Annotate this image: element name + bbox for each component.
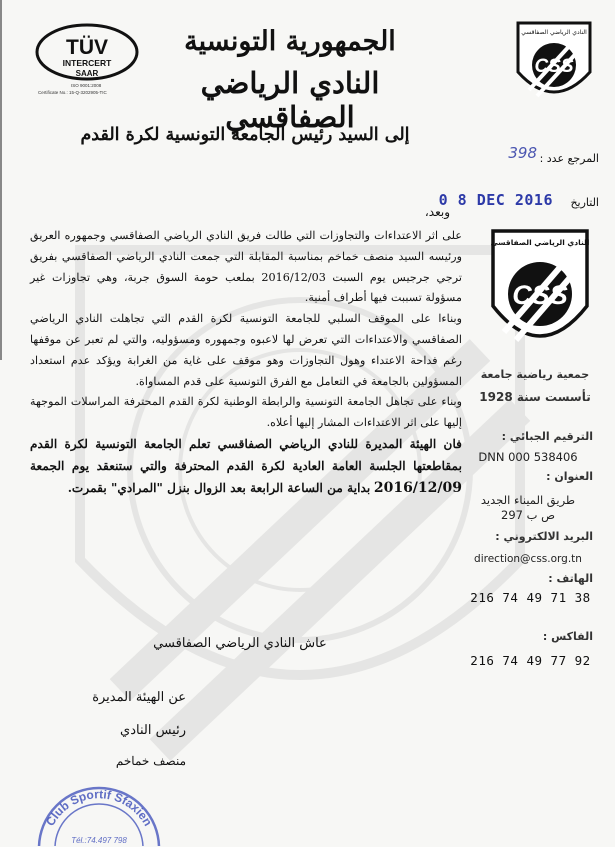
sidebar-crest-arc-text: النادي الرياضي الصفاقسي xyxy=(490,238,590,247)
sidebar-founded-year: تأسست سنة 1928 xyxy=(479,390,591,404)
letter-body xyxy=(30,226,462,499)
sidebar-address-line-2: ص ب 297 xyxy=(501,508,555,522)
svg-text:Club Sportif Sfaxien xyxy=(43,787,155,828)
saar-text: SAAR xyxy=(75,69,99,78)
reference-number: 398 xyxy=(508,144,537,162)
date-stamp: 0 8 DEC 2016 xyxy=(438,191,553,209)
body-paragraph-4-text: فان الهيئة المديرة للنادي الرياضي الصفاقسي تعلم الجامعة التونسية لكرة القدم بمقاطعتها الجلسة العامة العادية لكرة القدم المحترفة والتي ستنعقد يوم الجمعة xyxy=(30,436,462,473)
meeting-date: 2016/12/09 xyxy=(373,479,462,496)
sidebar-address-line-1: طريق الميناء الجديد xyxy=(480,493,576,507)
sidebar-association-type: جمعية رياضية جامعة xyxy=(480,368,590,381)
sidebar-tax-value: 538406 DNN 000 xyxy=(478,450,578,464)
crest-letters: CSS xyxy=(534,56,574,77)
body-paragraph-2: وبناءا على الموقف السلبي للجامعة التونسية لكرة القدم التي تجاهلت النادي الرياضي الصفاقسي والاعتداءات التي تعرض لها لاعبوه وجمهوره ومسؤوليه، والتي لم تعبر عن موقفها رغم فداحة الاعتداء وهول التجاوزات وهو موقف على غاية من الغرابة ويؤكد عدم استعداد المسؤولين بالجامعة في التعامل مع الفرق التونسية على قدم المساواة. xyxy=(30,312,462,388)
stamp-phone-text: Tél.:74.497 798 xyxy=(71,836,127,845)
body-paragraph-3: وبناء على تجاهل الجامعة التونسية والرابطة الوطنية لكرة القدم المحترفة المراسلات الموجهة إليها على اثر الاعتداءات المشار إليها أعلاه. xyxy=(30,395,462,430)
stamp-club-text: Club Sportif Sfaxien xyxy=(42,787,156,829)
addressee-line: إلى السيد رئيس الجامعة التونسية لكرة القدم xyxy=(80,125,410,145)
reference-label: المرجع عدد : xyxy=(539,152,599,165)
signature-line-2: رئيس النادي xyxy=(120,723,186,738)
sidebar-crest-logo xyxy=(490,228,590,356)
css-crest-logo xyxy=(515,20,593,108)
certificate-text: Certificate No.: 15-Q-3202905-TIC xyxy=(38,90,107,95)
crest-arc-text: النادي الرياضي الصفاقسي xyxy=(521,29,587,36)
salutation: وبعد، xyxy=(424,205,450,219)
sidebar-phone-value: 216 74 49 71 38 xyxy=(470,590,591,605)
sidebar-phone-label: الهاتف : xyxy=(548,572,593,585)
sidebar-fax-label: الفاكس : xyxy=(542,630,593,643)
sidebar-email-label: البريد الالكتروني : xyxy=(495,530,593,543)
club-stamp xyxy=(34,758,164,846)
closing-line: عاش النادي الرياضي الصفاقسي xyxy=(153,636,327,651)
signature-line-1: عن الهيئة المديرة xyxy=(92,690,186,705)
iso-text: ISO 9001:2008 xyxy=(71,83,102,88)
tuv-text: TÜV xyxy=(66,36,108,59)
intercert-text: INTERCERT xyxy=(62,58,112,68)
body-paragraph-4 xyxy=(30,434,462,499)
tuv-certification-logo xyxy=(35,22,140,100)
signature-name: منصف خماخم xyxy=(115,754,186,768)
body-paragraph-1: على اثر الاعتداءات والتجاوزات التي طالت فريق النادي الرياضي الصفاقسي وجمهوره العريق ورئيسه السيد منصف خماخم بمناسبة المقابلة التي جمعت النادي الرياضي الصفاقسي بفريق ترجي جرجيس يوم السبت 2016/12/03 بملعب حومة السوق جربة، وهي تجاوزات غير مسؤولة تسببت فيها أطراف أمنية. xyxy=(30,229,462,305)
sidebar-tax-label: الترقيم الجبائي : xyxy=(501,430,593,443)
club-title: النادي الرياضي الصفاقسي xyxy=(200,66,380,134)
sidebar-fax-value: 216 74 49 77 92 xyxy=(470,653,591,668)
republic-title: الجمهورية التونسية xyxy=(184,26,396,57)
sidebar-crest-letters: CSS xyxy=(512,280,568,310)
body-paragraph-4-end: بداية من الساعة الرابعة بعد الزوال بنزل "المرادي" بقمرت. xyxy=(67,480,371,495)
sidebar-email-value: direction@css.org.tn xyxy=(474,553,582,565)
sidebar-edge-rule xyxy=(0,0,2,360)
date-label: التاريخ xyxy=(570,196,599,209)
sidebar-address-label: العنوان : xyxy=(546,470,593,483)
